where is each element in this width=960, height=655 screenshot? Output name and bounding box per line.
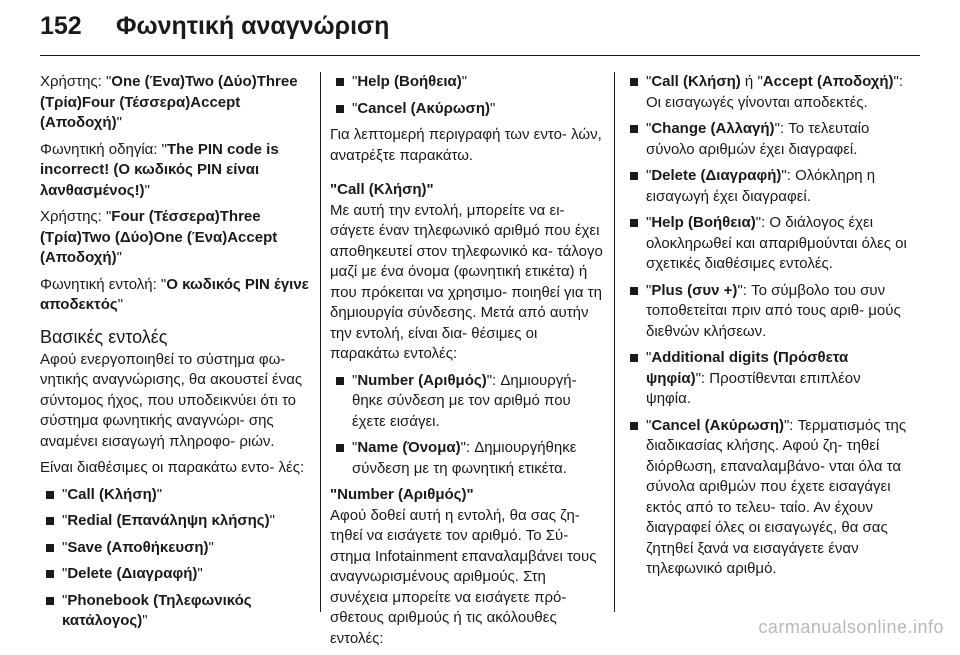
command-list: [40, 485, 310, 632]
available-commands-text: Είναι διαθέσιμες οι παρακάτω εντο- λές:: [40, 459, 305, 476]
section-heading: Βασικές εντολές: [40, 326, 168, 347]
header-divider: [40, 55, 920, 56]
column-2: [330, 72, 606, 655]
list-item: "Call (Κλήση)": [40, 485, 310, 506]
command-list: [330, 72, 606, 119]
list-item: "Help (Βοήθεια)": Ο διάλογος έχει ολοκληρωθεί και απαριθμούνται όλες οι σχετικές διαθέσιμες εντολές.: [624, 213, 908, 275]
column-3: [624, 72, 908, 586]
list-item: "Additional digits (Πρόσθετα ψηφία)": Προστίθενται επιπλέον ψηφία.: [624, 348, 908, 410]
watermark: carmanualsonline.info: [758, 617, 944, 637]
call-heading: "Call (Κλήση)": [330, 181, 434, 198]
detail-note: Για λεπτομερή περιγραφή των εντο- λών, ανατρέξτε παρακάτω.: [330, 126, 602, 164]
intro-paragraph: Αφού ενεργοποιηθεί το σύστημα φω- νητικής αναγνώρισης, θα ακουστεί ένας σύντομος ήχος, που υποδεικνύει ότι το σύστημα φωνητικής αναγνώρι- σης αναμένει εισαγωγή πληροφο- ριών.: [40, 350, 303, 450]
list-item: "Delete (Διαγραφή)": [40, 564, 310, 585]
list-item: "Name (Όνομα)": Δημιουργήθηκε σύνδεση με τη φωνητική ετικέτα.: [330, 438, 606, 479]
list-item: "Call (Κλήση) ή "Accept (Αποδοχή)": Οι εισαγωγές γίνονται αποδεκτές.: [624, 72, 908, 113]
number-paragraph: Αφού δοθεί αυτή η εντολή, θα σας ζη- τηθεί να εισάγετε τον αριθμό. Το Σύ- στημα Infotainment επαναλαμβάνει τους αναγνωρισμένους αριθμούς. Στη συνέχεια μπορείτε να εισάγετε πρό- σθετους αριθμούς ή τις ακόλουθες εντολές:: [330, 506, 597, 647]
number-command-list: [624, 72, 908, 580]
list-item: "Save (Αποθήκευση)": [40, 538, 310, 559]
list-item: "Cancel (Ακύρωση)": Τερματισμός της διαδικασίας κλήσης. Αφού ζη- τηθεί διόρθωση, επαναλαμβάνο- νται όλα τα σύνολα αριθμών που έχετε εισαγάγει εκτός από το τελευ- ταίο. Αν έχουν διαγραφεί όλες οι εισαγωγές, θα σας ζητηθεί ξανά να εισαγάγετε έναν τηλεφωνικό αριθμό.: [624, 416, 908, 580]
list-item: "Help (Βοήθεια)": [330, 72, 606, 93]
column-divider-1: [320, 72, 321, 612]
call-paragraph: Με αυτή την εντολή, μπορείτε να ει- σάγετε έναν τηλεφωνικό αριθμό που έχει αποθηκευτεί στον τηλεφωνικό κα- τάλογο μαζί με ένα όνομα (φωνητική ετικέτα) ή που πρόκειται να χρησιμο- ποιηθεί για τη δημιουργία σύνδεσης. Μετά από αυτήν την εντολή, είναι δια- θέσιμες οι παρακάτω εντολές:: [330, 201, 603, 362]
dialog-line: Χρήστης: "One (Ένα)Two (Δύο)Three (Τρία)Four (Τέσσερα)Accept (Αποδοχή)": [40, 73, 298, 131]
list-item: "Cancel (Ακύρωση)": [330, 99, 606, 120]
page-title: Φωνητική αναγνώριση: [116, 12, 390, 40]
page-number: 152: [40, 12, 82, 40]
dialog-line: Φωνητική οδηγία: "The PIN code is incorrect! (Ο κωδικός PIN είναι λανθασμένος!)": [40, 140, 279, 199]
list-item: "Delete (Διαγραφή)": Ολόκληρη η εισαγωγή έχει διαγραφεί.: [624, 166, 908, 207]
list-item: "Plus (συν +)": Το σύμβολο του συν τοποθετείται πριν από τους αριθ- μούς διεθνών κλήσεων.: [624, 281, 908, 343]
number-heading: "Number (Αριθμός)": [330, 486, 474, 503]
column-1: [40, 72, 310, 638]
dialog-line: Φωνητική εντολή: "Ο κωδικός PIN έγινε αποδεκτός": [40, 275, 309, 313]
call-option-list: [330, 371, 606, 480]
list-item: "Change (Αλλαγή)": Το τελευταίο σύνολο αριθμών έχει διαγραφεί.: [624, 119, 908, 160]
column-divider-2: [614, 72, 615, 612]
list-item: "Number (Αριθμός)": Δημιουργή- θηκε σύνδεση με τον αριθμό που έχετε εισάγει.: [330, 371, 606, 433]
list-item: "Redial (Επανάληψη κλήσης)": [40, 511, 310, 532]
list-item: "Phonebook (Τηλεφωνικός κατάλογος)": [40, 591, 310, 632]
page-header: [0, 0, 960, 56]
dialog-line: Χρήστης: "Four (Τέσσερα)Three (Τρία)Two (Δύο)One (Ένα)Accept (Αποδοχή)": [40, 208, 278, 266]
